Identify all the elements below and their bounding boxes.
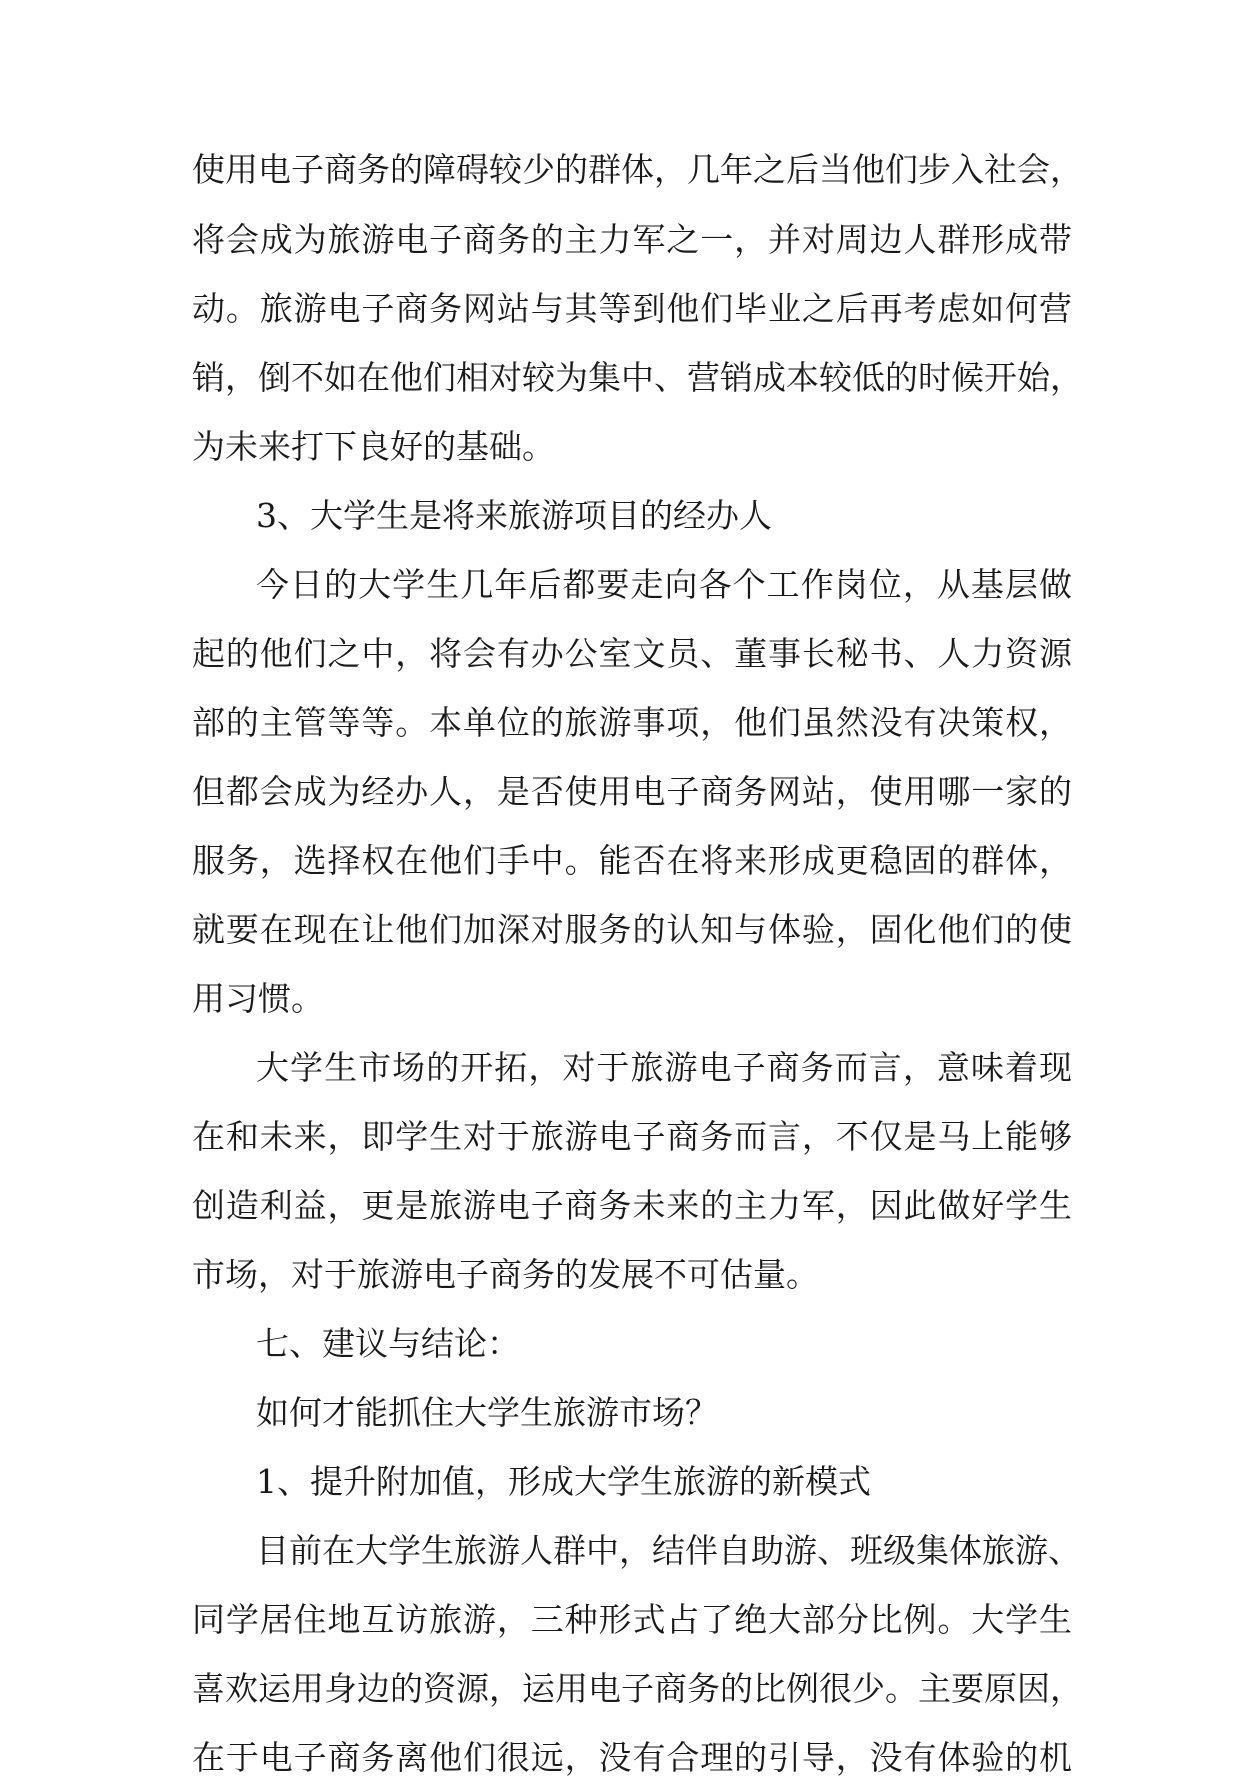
- text-line: 创造利益，更是旅游电子商务未来的主力军，因此做好学生: [192, 1186, 1072, 1225]
- text-line: 部的主管等等。本单位的旅游事项，他们虽然没有决策权，: [192, 703, 1072, 742]
- text-line: 用习惯。: [192, 979, 324, 1018]
- text-line: 目前在大学生旅游人群中，结伴自助游、班级集体旅游、: [256, 1531, 1081, 1570]
- text-line: 使用电子商务的障碍较少的群体，几年之后当他们步入社会，: [192, 150, 1083, 189]
- text-line: 喜欢运用身边的资源，运用电子商务的比例很少。主要原因，: [192, 1669, 1083, 1708]
- text-line: 销，倒不如在他们相对较为集中、营销成本较低的时候开始，: [192, 358, 1083, 397]
- text-line: 在和未来，即学生对于旅游电子商务而言，不仅是马上能够: [192, 1117, 1072, 1156]
- text-line: 将会成为旅游电子商务的主力军之一，并对周边人群形成带: [192, 220, 1072, 259]
- section-heading: 七、建议与结论：: [256, 1324, 520, 1363]
- text-line: 在于电子商务离他们很远，没有合理的引导，没有体验的机: [192, 1738, 1072, 1777]
- text-line: 但都会成为经办人，是否使用电子商务网站，使用哪一家的: [192, 772, 1072, 811]
- text-line: 大学生市场的开拓，对于旅游电子商务而言，意味着现: [256, 1048, 1072, 1087]
- text-line: 起的他们之中，将会有办公室文员、董事长秘书、人力资源: [192, 634, 1072, 673]
- text-line: 同学居住地互访旅游，三种形式占了绝大部分比例。大学生: [192, 1600, 1072, 1639]
- text-line: 动。旅游电子商务网站与其等到他们毕业之后再考虑如何营: [192, 289, 1072, 328]
- section-heading: 1、提升附加值，形成大学生旅游的新模式: [256, 1462, 871, 1501]
- text-line: 市场，对于旅游电子商务的发展不可估量。: [192, 1255, 819, 1294]
- text-line: 如何才能抓住大学生旅游市场？: [256, 1393, 718, 1432]
- text-line: 就要在现在让他们加深对服务的认知与体验，固化他们的使: [192, 910, 1072, 949]
- section-heading: 3、大学生是将来旅游项目的经办人: [256, 496, 772, 535]
- text-line: 为未来打下良好的基础。: [192, 427, 555, 466]
- text-line: 今日的大学生几年后都要走向各个工作岗位，从基层做: [256, 565, 1072, 604]
- text-line: 服务，选择权在他们手中。能否在将来形成更稳固的群体，: [192, 841, 1072, 880]
